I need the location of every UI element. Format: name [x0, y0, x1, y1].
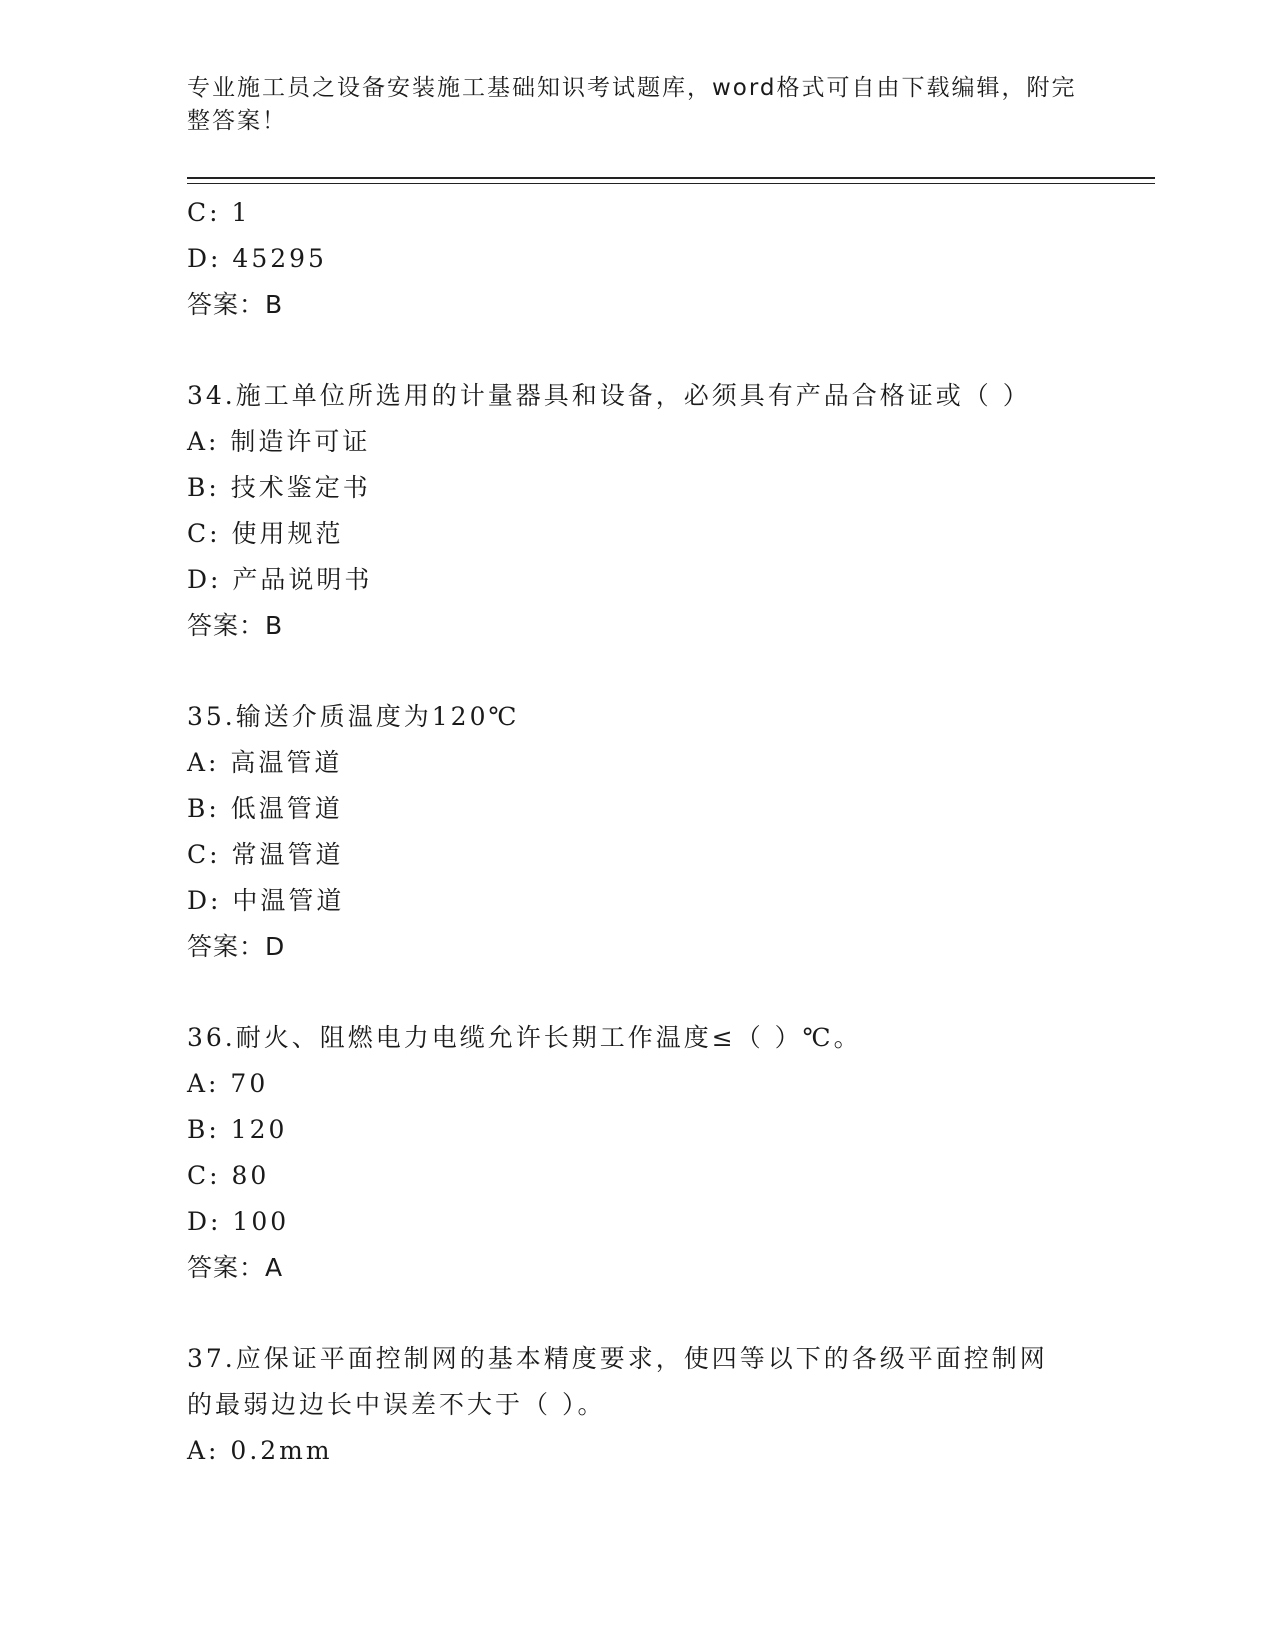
question-36 [187, 1015, 1087, 1291]
option-b: B: 技术鉴定书 [187, 473, 371, 502]
question-list [187, 190, 1087, 1474]
question-35 [187, 694, 1087, 970]
option-b: B: 低温管道 [187, 794, 343, 823]
option-c: C: 常温管道 [187, 840, 344, 869]
question-37 [187, 1336, 1087, 1474]
answer-line: 答案：B [187, 290, 284, 319]
option-a: A: 70 [187, 1069, 269, 1098]
spacer [187, 649, 1087, 694]
header-title-line-2: 整答案！ [187, 108, 287, 134]
option-d: D: 100 [187, 1207, 290, 1236]
option-d: D: 产品说明书 [187, 565, 373, 594]
spacer [187, 328, 1087, 373]
spacer [187, 1291, 1087, 1336]
option-b: B: 120 [187, 1115, 288, 1144]
document-header [187, 72, 1087, 138]
question-stem: 34.施工单位所选用的计量器具和设备，必须具有产品合格证或（ ） [187, 381, 1031, 410]
header-title-line-1: 专业施工员之设备安装施工基础知识考试题库，word格式可自由下载编辑，附完 [187, 75, 1077, 101]
option-a: A: 制造许可证 [187, 427, 371, 456]
option-c: C: 1 [187, 198, 251, 227]
question-stem-line-1: 37.应保证平面控制网的基本精度要求，使四等以下的各级平面控制网 [187, 1344, 1048, 1373]
option-d: D: 45295 [187, 244, 327, 273]
question-stem: 36.耐火、阻燃电力电缆允许长期工作温度≤（ ）℃。 [187, 1023, 862, 1052]
option-c: C: 使用规范 [187, 519, 344, 548]
option-c: C: 80 [187, 1161, 270, 1190]
question-33-tail [187, 190, 1087, 328]
question-stem: 35.输送介质温度为120℃ [187, 702, 520, 731]
answer-line: 答案：D [187, 932, 286, 961]
question-34 [187, 373, 1087, 649]
answer-line: 答案：B [187, 611, 284, 640]
question-stem-line-2: 的最弱边边长中误差不大于（ ）。 [187, 1390, 606, 1419]
option-a: A: 0.2mm [187, 1436, 333, 1465]
header-divider-thick [187, 177, 1155, 179]
header-divider-thin [187, 183, 1155, 184]
option-d: D: 中温管道 [187, 886, 345, 915]
option-a: A: 高温管道 [187, 748, 343, 777]
answer-line: 答案：A [187, 1253, 284, 1282]
spacer [187, 970, 1087, 1015]
